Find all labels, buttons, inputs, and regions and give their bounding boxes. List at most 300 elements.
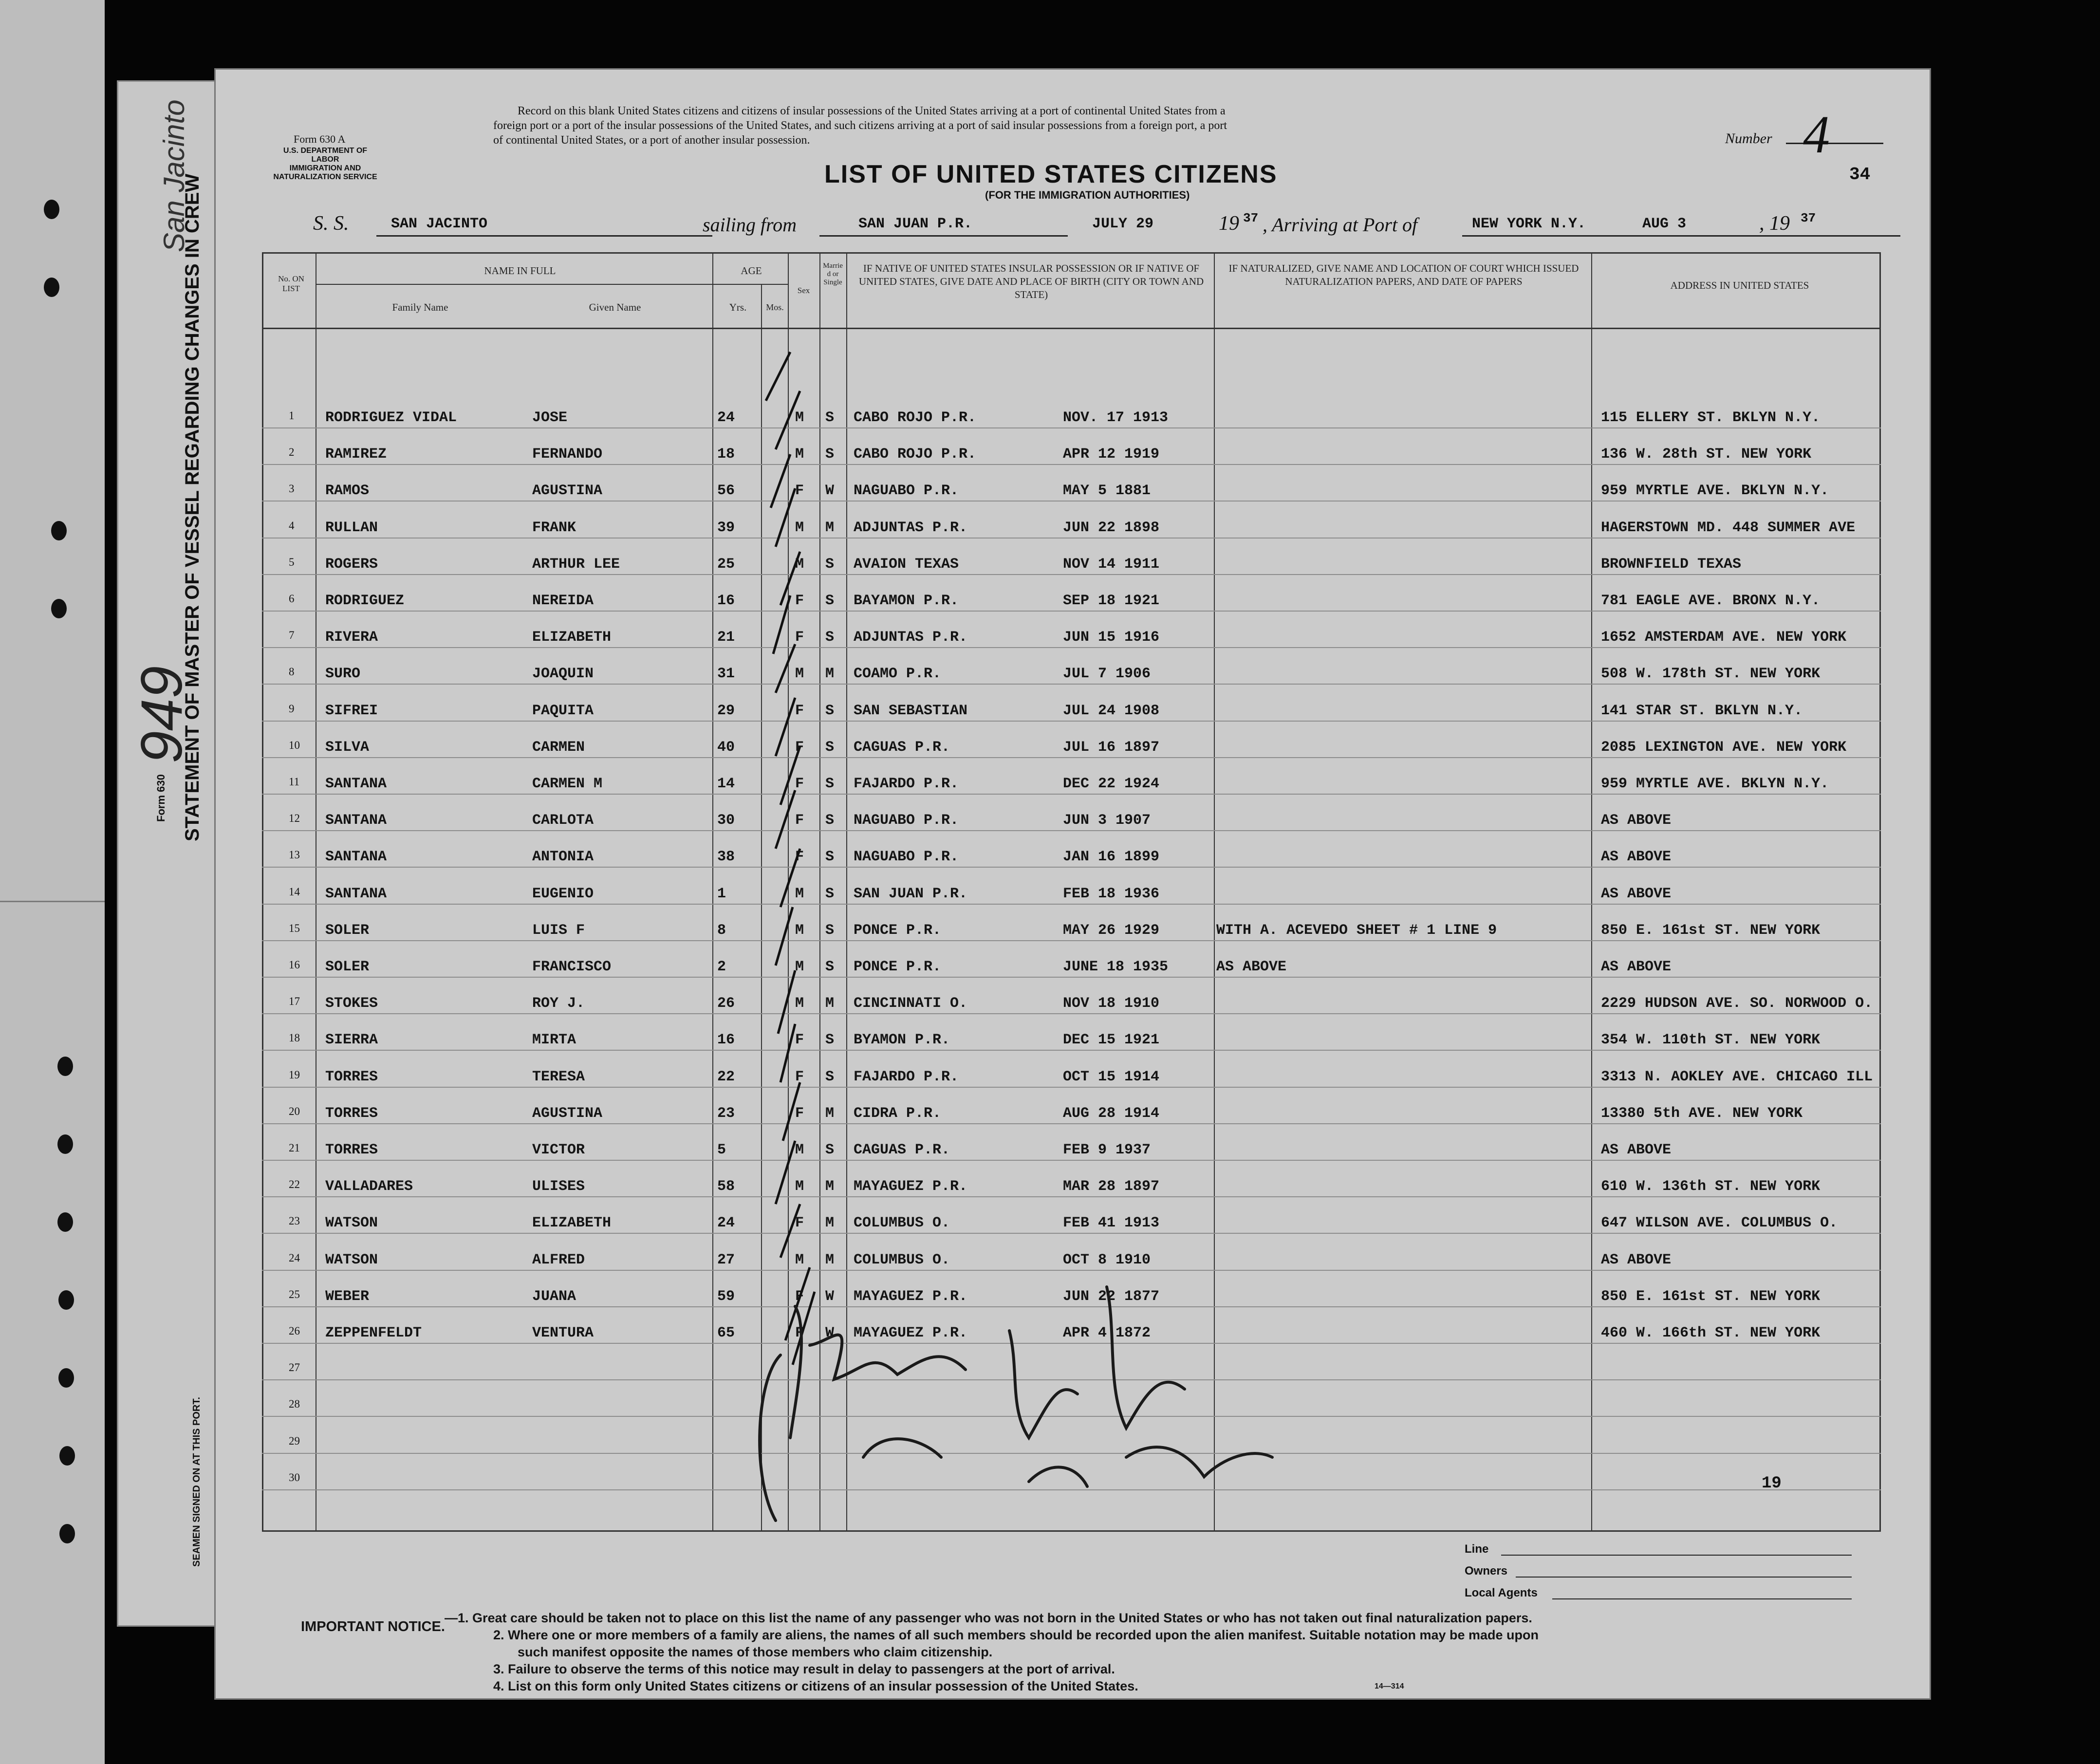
cell-date: JAN 16 1899 bbox=[1063, 849, 1160, 866]
cell-ms: S bbox=[825, 1142, 835, 1158]
cell-family: SANTANA bbox=[325, 776, 387, 792]
cell-date: JUL 16 1897 bbox=[1063, 739, 1160, 756]
cell-age: 21 bbox=[717, 629, 735, 646]
notice-heading: IMPORTANT NOTICE. bbox=[301, 1619, 445, 1634]
cell-given: CARLOTA bbox=[532, 812, 594, 829]
intro-text bbox=[493, 104, 1735, 148]
cell-place: COLUMBUS O. bbox=[854, 1215, 950, 1232]
cell-date: DEC 22 1924 bbox=[1063, 776, 1160, 792]
cell-date: APR 4 1872 bbox=[1063, 1325, 1151, 1341]
cell-addr: 115 ELLERY ST. BKLYN N.Y. bbox=[1601, 409, 1821, 426]
cell-family: SOLER bbox=[325, 922, 370, 939]
punch-hole bbox=[57, 1057, 73, 1076]
cell-addr: 647 WILSON AVE. COLUMBUS O. bbox=[1601, 1215, 1838, 1232]
notice-item-1: —1. Great care should be taken not to place on this list the name of any passenger who was not born in the United States or who has not taken out final naturalization papers. bbox=[445, 1611, 1532, 1625]
cell-age: 56 bbox=[717, 483, 735, 500]
cell-no: 15 bbox=[289, 922, 300, 934]
cell-given: FERNANDO bbox=[532, 446, 603, 463]
handwritten-number: 949 bbox=[129, 666, 194, 763]
cell-place: NAGUABO P.R. bbox=[854, 812, 959, 829]
number-value: 4 bbox=[1803, 105, 1830, 164]
strip-divider bbox=[0, 901, 105, 902]
cell-date: SEP 18 1921 bbox=[1063, 593, 1160, 609]
table-left-border bbox=[262, 252, 263, 1532]
cell-age: 2 bbox=[717, 959, 726, 975]
cell-addr: 2085 LEXINGTON AVE. NEW YORK bbox=[1601, 739, 1847, 756]
cell-place: PONCE P.R. bbox=[854, 922, 942, 939]
cell-no: 24 bbox=[289, 1251, 300, 1264]
cell-given: LUIS F bbox=[532, 922, 585, 939]
col-age-header: AGE bbox=[741, 265, 762, 277]
cell-age: 38 bbox=[717, 849, 735, 866]
sheet-number: 34 bbox=[1849, 165, 1871, 185]
cell-ms: S bbox=[825, 739, 835, 756]
cell-ms: S bbox=[825, 885, 835, 902]
col-no-header: No. ON LIST bbox=[278, 274, 304, 293]
col-address-header: ADDRESS IN UNITED STATES bbox=[1670, 279, 1809, 291]
cell-place: COAMO P.R. bbox=[854, 666, 942, 683]
cell-family: SIERRA bbox=[325, 1032, 378, 1049]
sail-year: 37 bbox=[1243, 211, 1259, 225]
punch-hole bbox=[58, 1290, 74, 1310]
cell-sex: M bbox=[795, 885, 804, 902]
cell-date: FEB 41 1913 bbox=[1063, 1215, 1160, 1232]
cell-given: FRANCISCO bbox=[532, 959, 612, 975]
table-right-border bbox=[1879, 252, 1881, 1532]
department-block bbox=[269, 147, 381, 182]
cell-sex: F bbox=[795, 1032, 804, 1049]
cell-family: RODRIGUEZ bbox=[325, 593, 405, 609]
cell-given: ALFRED bbox=[532, 1251, 585, 1268]
cell-given: JOSE bbox=[532, 409, 568, 426]
cell-given: TERESA bbox=[532, 1068, 585, 1085]
cell-place: FAJARDO P.R. bbox=[854, 1068, 959, 1085]
cell-no: 3 bbox=[289, 483, 295, 495]
cell-age: 14 bbox=[717, 776, 735, 792]
cell-sex: M bbox=[795, 1251, 804, 1268]
dept-line: NATURALIZATION SERVICE bbox=[273, 173, 377, 181]
notice-item-4: 4. List on this form only United States citizens or citizens of an insular possession of the United States. bbox=[493, 1679, 1138, 1693]
cell-given: NEREIDA bbox=[532, 593, 594, 609]
cell-given: VENTURA bbox=[532, 1325, 594, 1341]
seamen-signed-label: SEAMEN SIGNED ON AT THIS PORT. bbox=[191, 1397, 202, 1567]
col-divider bbox=[1591, 252, 1592, 1530]
cell-sex: M bbox=[795, 519, 804, 536]
cell-date: DEC 15 1921 bbox=[1063, 1032, 1160, 1049]
table-top-border bbox=[262, 252, 1881, 254]
cell-sex: F bbox=[795, 1068, 804, 1085]
crew-statement-card bbox=[117, 80, 220, 1627]
cell-family: RIVERA bbox=[325, 629, 378, 646]
cell-place: MAYAGUEZ P.R. bbox=[854, 1178, 968, 1195]
cell-addr: HAGERSTOWN MD. 448 SUMMER AVE bbox=[1601, 519, 1856, 536]
cell-no: 11 bbox=[289, 776, 300, 788]
cell-addr: AS ABOVE bbox=[1601, 1251, 1672, 1268]
cell-no: 1 bbox=[289, 409, 295, 422]
cell-given: PAQUITA bbox=[532, 702, 594, 719]
cell-no: 13 bbox=[289, 849, 300, 861]
cell-given: ROY J. bbox=[532, 995, 585, 1012]
cell-ms: S bbox=[825, 702, 835, 719]
cell-date: NOV 18 1910 bbox=[1063, 995, 1160, 1012]
cell-sex: F bbox=[795, 1105, 804, 1122]
cell-ms: M bbox=[825, 995, 835, 1012]
cell-place: MAYAGUEZ P.R. bbox=[854, 1288, 968, 1305]
sail-date: JULY 29 bbox=[1092, 216, 1154, 232]
cell-age: 65 bbox=[717, 1325, 735, 1341]
cell-place: CAGUAS P.R. bbox=[854, 739, 950, 756]
cell-age: 58 bbox=[717, 1178, 735, 1195]
table-row-rule bbox=[262, 1013, 1881, 1014]
table-row-rule bbox=[262, 867, 1881, 868]
cell-addr: 850 E. 161st ST. NEW YORK bbox=[1601, 922, 1821, 939]
cell-sex: M bbox=[795, 1178, 804, 1195]
cell-date: JUN 22 1898 bbox=[1063, 519, 1160, 536]
cell-place: COLUMBUS O. bbox=[854, 1251, 950, 1268]
cell-date: JUN 15 1916 bbox=[1063, 629, 1160, 646]
cell-age: 23 bbox=[717, 1105, 735, 1122]
cell-age: 1 bbox=[717, 885, 726, 902]
cell-family: WATSON bbox=[325, 1215, 378, 1232]
local-agents-label: Local Agents bbox=[1465, 1586, 1538, 1599]
cell-sex: F bbox=[795, 629, 804, 646]
cell-given: JOAQUIN bbox=[532, 666, 594, 683]
cell-family: SANTANA bbox=[325, 849, 387, 866]
cell-no: 16 bbox=[289, 959, 300, 971]
cell-ms: M bbox=[825, 666, 835, 683]
cell-no: 18 bbox=[289, 1032, 300, 1044]
cell-addr: 508 W. 178th ST. NEW YORK bbox=[1601, 666, 1821, 683]
table-row-rule bbox=[262, 830, 1881, 831]
cell-date: MAY 5 1881 bbox=[1063, 483, 1151, 500]
cell-given: AGUSTINA bbox=[532, 1105, 603, 1122]
notice-item-2: 2. Where one or more members of a family are aliens, the names of all such members should be recorded upon the alien manifest. Suitable notation may be made upon bbox=[493, 1628, 1539, 1642]
cell-no: 27 bbox=[289, 1361, 300, 1374]
table-row-rule bbox=[262, 574, 1881, 575]
table-row-rule bbox=[262, 1087, 1881, 1088]
cell-age: 22 bbox=[717, 1068, 735, 1085]
cell-ms: S bbox=[825, 922, 835, 939]
cell-ms: S bbox=[825, 556, 835, 573]
col-name-header: NAME IN FULL bbox=[484, 265, 556, 277]
cell-sex: F bbox=[795, 849, 804, 866]
cell-date: MAR 28 1897 bbox=[1063, 1178, 1160, 1195]
cell-ms: S bbox=[825, 812, 835, 829]
table-row-rule bbox=[262, 464, 1881, 465]
table-row-rule bbox=[262, 904, 1881, 905]
punch-hole bbox=[59, 1524, 75, 1543]
ship-name: SAN JACINTO bbox=[391, 216, 488, 232]
arriving-label: , Arriving at Port of bbox=[1263, 214, 1418, 236]
cell-sex: M bbox=[795, 922, 804, 939]
cell-age: 18 bbox=[717, 446, 735, 463]
name-age-subdivider bbox=[316, 284, 788, 285]
cell-no: 17 bbox=[289, 995, 300, 1008]
cell-family: TORRES bbox=[325, 1068, 378, 1085]
cell-addr: 850 E. 161st ST. NEW YORK bbox=[1601, 1288, 1821, 1305]
cell-family: RODRIGUEZ VIDAL bbox=[325, 409, 457, 426]
cell-sex: M bbox=[795, 666, 804, 683]
notice-item-2-cont: such manifest opposite the names of those members who claim citizenship. bbox=[518, 1645, 993, 1659]
cell-no: 25 bbox=[289, 1288, 300, 1300]
page-mark: 19 bbox=[1762, 1474, 1782, 1493]
cell-date: JUN 3 1907 bbox=[1063, 812, 1151, 829]
cell-place: AVAION TEXAS bbox=[854, 556, 959, 573]
cell-addr: AS ABOVE bbox=[1601, 849, 1672, 866]
cell-given: ANTONIA bbox=[532, 849, 594, 866]
table-row-rule bbox=[262, 1123, 1881, 1124]
sailing-label: sailing from bbox=[703, 214, 797, 236]
cell-place: SAN SEBASTIAN bbox=[854, 702, 968, 719]
cell-date: NOV. 17 1913 bbox=[1063, 409, 1169, 426]
cell-no: 2 bbox=[289, 446, 295, 459]
page-title: LIST OF UNITED STATES CITIZENS bbox=[824, 160, 1278, 188]
cell-sex: F bbox=[795, 1288, 804, 1305]
cell-no: 10 bbox=[289, 739, 300, 751]
cell-family: SANTANA bbox=[325, 885, 387, 902]
cell-addr: BROWNFIELD TEXAS bbox=[1601, 556, 1742, 573]
cell-family: TORRES bbox=[325, 1142, 378, 1158]
cell-addr: AS ABOVE bbox=[1601, 885, 1672, 902]
cell-no: 12 bbox=[289, 812, 300, 825]
cell-no: 29 bbox=[289, 1434, 300, 1447]
local-agents-field bbox=[1552, 1598, 1852, 1599]
table-row-rule bbox=[262, 647, 1881, 648]
cell-family: ROGERS bbox=[325, 556, 378, 573]
cell-place: ADJUNTAS P.R. bbox=[854, 519, 968, 536]
cell-ms: S bbox=[825, 409, 835, 426]
dept-line: U.S. DEPARTMENT OF LABOR bbox=[283, 147, 368, 164]
cell-family: SIFREI bbox=[325, 702, 378, 719]
cell-no: 22 bbox=[289, 1178, 300, 1191]
punch-hole bbox=[58, 1368, 74, 1388]
cell-age: 16 bbox=[717, 1032, 735, 1049]
cell-family: RULLAN bbox=[325, 519, 378, 536]
cell-addr: 959 MYRTLE AVE. BKLYN N.Y. bbox=[1601, 483, 1829, 500]
table-row-rule bbox=[262, 794, 1881, 795]
cell-age: 5 bbox=[717, 1142, 726, 1158]
col-yrs-header: Yrs. bbox=[729, 301, 747, 313]
table-row-rule bbox=[262, 977, 1881, 978]
cell-date: JUN 22 1877 bbox=[1063, 1288, 1160, 1305]
col-sex-header: Sex bbox=[797, 286, 810, 295]
cell-date: APR 12 1919 bbox=[1063, 446, 1160, 463]
cell-sex: M bbox=[795, 409, 804, 426]
number-label: Number bbox=[1725, 130, 1772, 147]
cell-place: BYAMON P.R. bbox=[854, 1032, 950, 1049]
col-married-header: Married or Single bbox=[823, 262, 843, 286]
cell-sex: M bbox=[795, 959, 804, 975]
cell-sex: F bbox=[795, 593, 804, 609]
cell-age: 8 bbox=[717, 922, 726, 939]
number-underline bbox=[1786, 143, 1883, 144]
cell-ms: M bbox=[825, 1215, 835, 1232]
page-subtitle: (FOR THE IMMIGRATION AUTHORITIES) bbox=[985, 189, 1190, 201]
cell-no: 20 bbox=[289, 1105, 300, 1117]
cell-age: 29 bbox=[717, 702, 735, 719]
cell-age: 31 bbox=[717, 666, 735, 683]
cell-date: OCT 8 1910 bbox=[1063, 1251, 1151, 1268]
cell-given: FRANK bbox=[532, 519, 576, 536]
cell-ms: S bbox=[825, 629, 835, 646]
cell-addr: 1652 AMSTERDAM AVE. NEW YORK bbox=[1601, 629, 1847, 646]
cell-age: 25 bbox=[717, 556, 735, 573]
cell-place: CABO ROJO P.R. bbox=[854, 409, 977, 426]
col-family-header: Family Name bbox=[392, 301, 448, 313]
cell-addr: 141 STAR ST. BKLYN N.Y. bbox=[1601, 702, 1803, 719]
col-mos-header: Mos. bbox=[766, 302, 784, 312]
cell-no: 19 bbox=[289, 1068, 300, 1081]
cell-no: 28 bbox=[289, 1398, 300, 1411]
intro-line: Record on this blank United States citizens and citizens of insular possessions of the United States arriving at a port of continental United States from a bbox=[518, 105, 1226, 117]
cell-ms: W bbox=[825, 483, 835, 500]
cell-ms: S bbox=[825, 959, 835, 975]
cell-family: WEBER bbox=[325, 1288, 370, 1305]
cell-given: ELIZABETH bbox=[532, 629, 612, 646]
cell-no: 4 bbox=[289, 519, 295, 532]
table-row-rule bbox=[262, 1050, 1881, 1051]
table-row-rule bbox=[262, 721, 1881, 722]
cell-place: CIDRA P.R. bbox=[854, 1105, 942, 1122]
table-row-rule bbox=[262, 611, 1881, 612]
cell-family: SOLER bbox=[325, 959, 370, 975]
cell-sex: M bbox=[795, 995, 804, 1012]
cell-sex: F bbox=[795, 1215, 804, 1232]
col-given-header: Given Name bbox=[589, 301, 641, 313]
cell-place: NAGUABO P.R. bbox=[854, 483, 959, 500]
cell-date: JUL 24 1908 bbox=[1063, 702, 1160, 719]
table-row-rule bbox=[262, 684, 1881, 685]
arrival-year: 37 bbox=[1801, 211, 1816, 225]
notice-item-3: 3. Failure to observe the terms of this notice may result in delay to passengers at the port of arrival. bbox=[493, 1662, 1115, 1676]
cell-family: SANTANA bbox=[325, 812, 387, 829]
cell-ms: S bbox=[825, 446, 835, 463]
cell-family: RAMIREZ bbox=[325, 446, 387, 463]
cell-place: CABO ROJO P.R. bbox=[854, 446, 977, 463]
year-prefix-1: 19 bbox=[1219, 212, 1239, 235]
table-row-rule bbox=[262, 427, 1881, 428]
cell-place: BAYAMON P.R. bbox=[854, 593, 959, 609]
crew-form-label: Form 630 bbox=[155, 774, 167, 822]
cell-family: STOKES bbox=[325, 995, 378, 1012]
cell-addr: 354 W. 110th ST. NEW YORK bbox=[1601, 1032, 1821, 1049]
binding-strip bbox=[0, 0, 105, 1764]
cell-ms: S bbox=[825, 1068, 835, 1085]
cell-sex: F bbox=[795, 483, 804, 500]
cell-given: VICTOR bbox=[532, 1142, 585, 1158]
cell-date: FEB 9 1937 bbox=[1063, 1142, 1151, 1158]
cell-age: 27 bbox=[717, 1251, 735, 1268]
cell-age: 24 bbox=[717, 1215, 735, 1232]
cell-no: 14 bbox=[289, 885, 300, 898]
cell-ms: M bbox=[825, 1178, 835, 1195]
cell-ms: M bbox=[825, 519, 835, 536]
cell-place: MAYAGUEZ P.R. bbox=[854, 1325, 968, 1341]
cell-age: 24 bbox=[717, 409, 735, 426]
cell-no: 30 bbox=[289, 1471, 300, 1484]
cell-no: 9 bbox=[289, 702, 295, 715]
cell-sex: F bbox=[795, 776, 804, 792]
cell-addr: 136 W. 28th ST. NEW YORK bbox=[1601, 446, 1812, 463]
punch-hole bbox=[51, 521, 67, 540]
col-divider bbox=[712, 252, 713, 1530]
cell-date: AUG 28 1914 bbox=[1063, 1105, 1160, 1122]
master-signature bbox=[737, 1185, 1418, 1535]
cell-ms: S bbox=[825, 849, 835, 866]
cell-place: FAJARDO P.R. bbox=[854, 776, 959, 792]
cell-date: JUL 7 1906 bbox=[1063, 666, 1151, 683]
cell-family: ZEPPENFELDT bbox=[325, 1325, 422, 1341]
cell-place: NAGUABO P.R. bbox=[854, 849, 959, 866]
cell-age: 59 bbox=[717, 1288, 735, 1305]
cell-nat: WITH A. ACEVEDO SHEET # 1 LINE 9 bbox=[1216, 922, 1497, 939]
punch-hole bbox=[59, 1446, 75, 1466]
cell-addr: 3313 N. AOKLEY AVE. CHICAGO ILL bbox=[1601, 1068, 1873, 1085]
table-row-rule bbox=[262, 757, 1881, 758]
dept-line: IMMIGRATION AND bbox=[289, 164, 361, 172]
cell-given: EUGENIO bbox=[532, 885, 594, 902]
cell-no: 5 bbox=[289, 556, 295, 568]
cell-family: VALLADARES bbox=[325, 1178, 413, 1195]
table-header-border bbox=[262, 328, 1881, 329]
punch-hole bbox=[44, 278, 59, 297]
cell-place: CINCINNATI O. bbox=[854, 995, 968, 1012]
arrival-date: AUG 3 bbox=[1642, 216, 1687, 232]
punch-hole bbox=[57, 1212, 73, 1232]
passenger-list-sheet bbox=[214, 68, 1931, 1700]
cell-given: AGUSTINA bbox=[532, 483, 603, 500]
cell-given: JUANA bbox=[532, 1288, 576, 1305]
cell-nat: AS ABOVE bbox=[1216, 959, 1287, 975]
cell-no: 7 bbox=[289, 629, 295, 642]
cell-ms: M bbox=[825, 1251, 835, 1268]
form-number: Form 630 A bbox=[294, 133, 346, 145]
year-prefix-2: , 19 bbox=[1759, 212, 1790, 235]
cell-place: CAGUAS P.R. bbox=[854, 1142, 950, 1158]
owners-field bbox=[1516, 1577, 1852, 1578]
cell-no: 23 bbox=[289, 1215, 300, 1227]
col-naturalized-header: IF NATURALIZED, GIVE NAME AND LOCATION OF COURT WHICH ISSUED NATURALIZATION PAPERS, AND DATE OF PAPERS bbox=[1228, 262, 1579, 287]
cell-age: 39 bbox=[717, 519, 735, 536]
cell-ms: W bbox=[825, 1325, 835, 1341]
cell-age: 40 bbox=[717, 739, 735, 756]
cell-age: 30 bbox=[717, 812, 735, 829]
cell-age: 16 bbox=[717, 593, 735, 609]
line-label: Line bbox=[1465, 1542, 1489, 1556]
owners-label: Owners bbox=[1465, 1564, 1508, 1578]
cell-addr: AS ABOVE bbox=[1601, 812, 1672, 829]
cell-ms: S bbox=[825, 593, 835, 609]
cell-sex: F bbox=[795, 702, 804, 719]
cell-no: 26 bbox=[289, 1325, 300, 1337]
intro-line: of continental United States, or a port of another insular possession. bbox=[493, 134, 810, 147]
cell-sex: M bbox=[795, 446, 804, 463]
arrival-port-field bbox=[1462, 235, 1900, 237]
cell-family: SILVA bbox=[325, 739, 370, 756]
notice-form-code: 14—314 bbox=[1375, 1682, 1404, 1690]
cell-ms: M bbox=[825, 1105, 835, 1122]
cell-sex: M bbox=[795, 1142, 804, 1158]
table-row-rule bbox=[262, 1160, 1881, 1161]
from-port-field bbox=[819, 235, 1068, 237]
handwritten-ship: San Jacinto bbox=[158, 99, 190, 252]
cell-family: TORRES bbox=[325, 1105, 378, 1122]
table-row-rule bbox=[262, 940, 1881, 941]
cell-date: JUNE 18 1935 bbox=[1063, 959, 1169, 975]
cell-addr: 13380 5th AVE. NEW YORK bbox=[1601, 1105, 1803, 1122]
cell-sex: F bbox=[795, 1325, 804, 1341]
cell-ms: S bbox=[825, 1032, 835, 1049]
